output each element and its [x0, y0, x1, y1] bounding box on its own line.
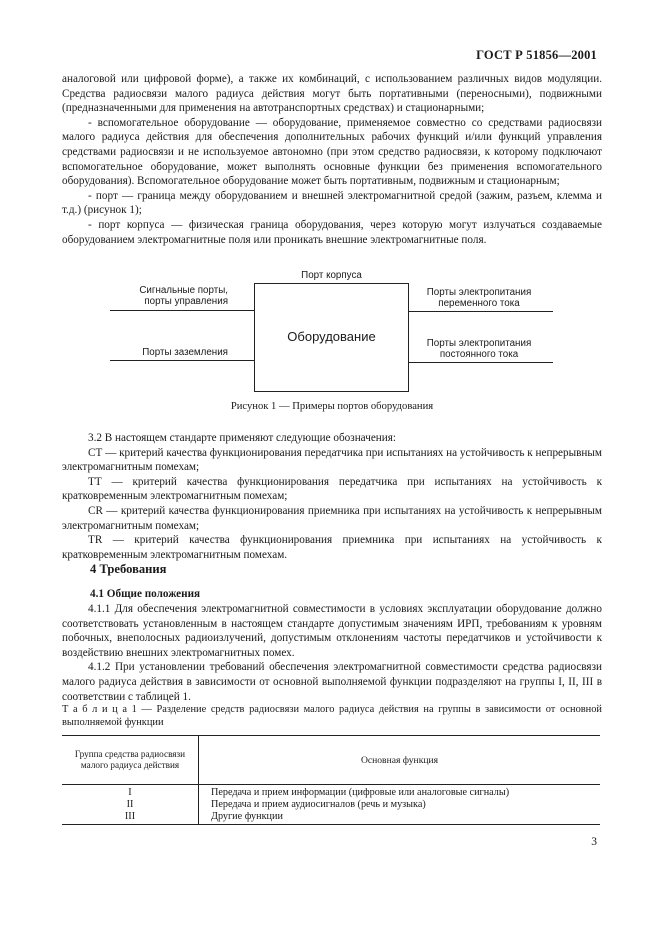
section-4-1-title: 4.1 Общие положения: [90, 588, 201, 600]
table-caption: Т а б л и ц а 1 — Разделение средств радиосвязи малого радиуса действия на группы в зависимости от основной выполняемой функции: [62, 704, 602, 728]
paragraph-enclosure-port: - порт корпуса — физическая граница оборудования, через которую могут излучаться создаваемые оборудованием электромагнитные поля или проникать внешние электромагнитные поля.: [62, 218, 602, 246]
section-4-1-text: [62, 602, 602, 704]
definition-tt: ТТ — критерий качества функционирования передатчика при испытаниях на устойчивость к кратковременным электромагнитным помехам;: [62, 475, 602, 503]
dc-power-ports-line: [409, 362, 553, 363]
section-3-2: [62, 431, 602, 562]
definition-cr: CR — критерий качества функционирования приемника при испытаниях на устойчивость к непрерывным электромагнитным помехам;: [62, 504, 602, 532]
section-4-title: 4 Требования: [90, 562, 167, 576]
earth-ports-label: Порты заземления: [142, 347, 228, 358]
paragraph-auxiliary-equipment: - вспомогательное оборудование — оборудование, применяемое совместно со средствами радиосвязи малого радиуса действия для обеспечения дополнительных рабочих функций и/или функций управления средствами радиосвязи и не используемое автономно (при этом средство радиосвязи, к которому подключают вспомогательное оборудование, может выполнять основные функции без применения вспомогательного оборудования). Вспомогательное оборудование может быть портативным, подвижным и стационарным;: [62, 116, 602, 188]
signal-ports-line: [110, 310, 254, 311]
table-header-group: Группа средства радиосвязи малого радиуса действия: [62, 736, 199, 785]
paragraph-continuation: аналоговой или цифровой форме), а также их комбинаций, с использованием различных видов модуляции. Средства радиосвязи малого радиуса действия могут быть портативными (переносными), подвижными (предназначенными для применения на автотранспортных средствах) и стационарными;: [62, 73, 602, 115]
section-3-2-intro: 3.2 В настоящем стандарте применяют следующие обозначения:: [88, 432, 397, 444]
table-row: III Другие функции: [62, 810, 600, 825]
table-header-function: Основная функция: [360, 754, 439, 766]
paragraph-4-1-1: 4.1.1 Для обеспечения электромагнитной совместимости в условиях эксплуатации оборудование должно соответствовать установленным в настоящем стандарте допустимым значениям ИРП, требованиям к уровням побочных, внеполосных радиоизлучений, допустимым отклонениям частоты передатчиков и устойчивости к воздействию внешних электромагнитных помех.: [62, 603, 602, 659]
figure-caption: Рисунок 1 — Примеры портов оборудования: [230, 401, 434, 412]
table-1: [62, 735, 600, 825]
document-header: ГОСТ Р 51856—2001: [476, 48, 597, 62]
equipment-label: Оборудование: [287, 329, 376, 344]
paragraph-port: - порт — граница между оборудованием и внешней электромагнитной средой (зажим, разъем, клемма и т.д.) (рисунок 1);: [62, 189, 602, 217]
definition-ct: СТ — критерий качества функционирования передатчика при испытаниях на устойчивость к непрерывным электромагнитным помехам;: [62, 446, 602, 474]
page-number: 3: [591, 836, 597, 848]
table-row: II Передача и прием аудиосигналов (речь и музыка): [62, 798, 600, 810]
paragraph-4-1-2: 4.1.2 При установлении требований обеспечения электромагнитной совместимости средства радиосвязи малого радиуса действия в зависимости от основной выполняемой функции подразделяют на группы I, II, III в соответствии с таблицей 1.: [62, 661, 602, 703]
enclosure-port-label: Порт корпуса: [301, 270, 362, 281]
signal-ports-label: Сигнальные порты, порты управления: [139, 285, 228, 308]
figure-ports-diagram: [0, 0, 661, 420]
table-row: I Передача и прием информации (цифровые или аналоговые сигналы): [62, 785, 600, 799]
ac-power-ports-label: Порты электропитания переменного тока: [426, 287, 532, 310]
earth-ports-line: [110, 360, 254, 361]
dc-power-ports-label: Порты электропитания постоянного тока: [426, 338, 532, 361]
definition-tr: TR — критерий качества функционирования приемника при испытаниях на устойчивость к кратковременным электромагнитным помехам.: [62, 534, 602, 561]
ac-power-ports-line: [409, 311, 553, 312]
